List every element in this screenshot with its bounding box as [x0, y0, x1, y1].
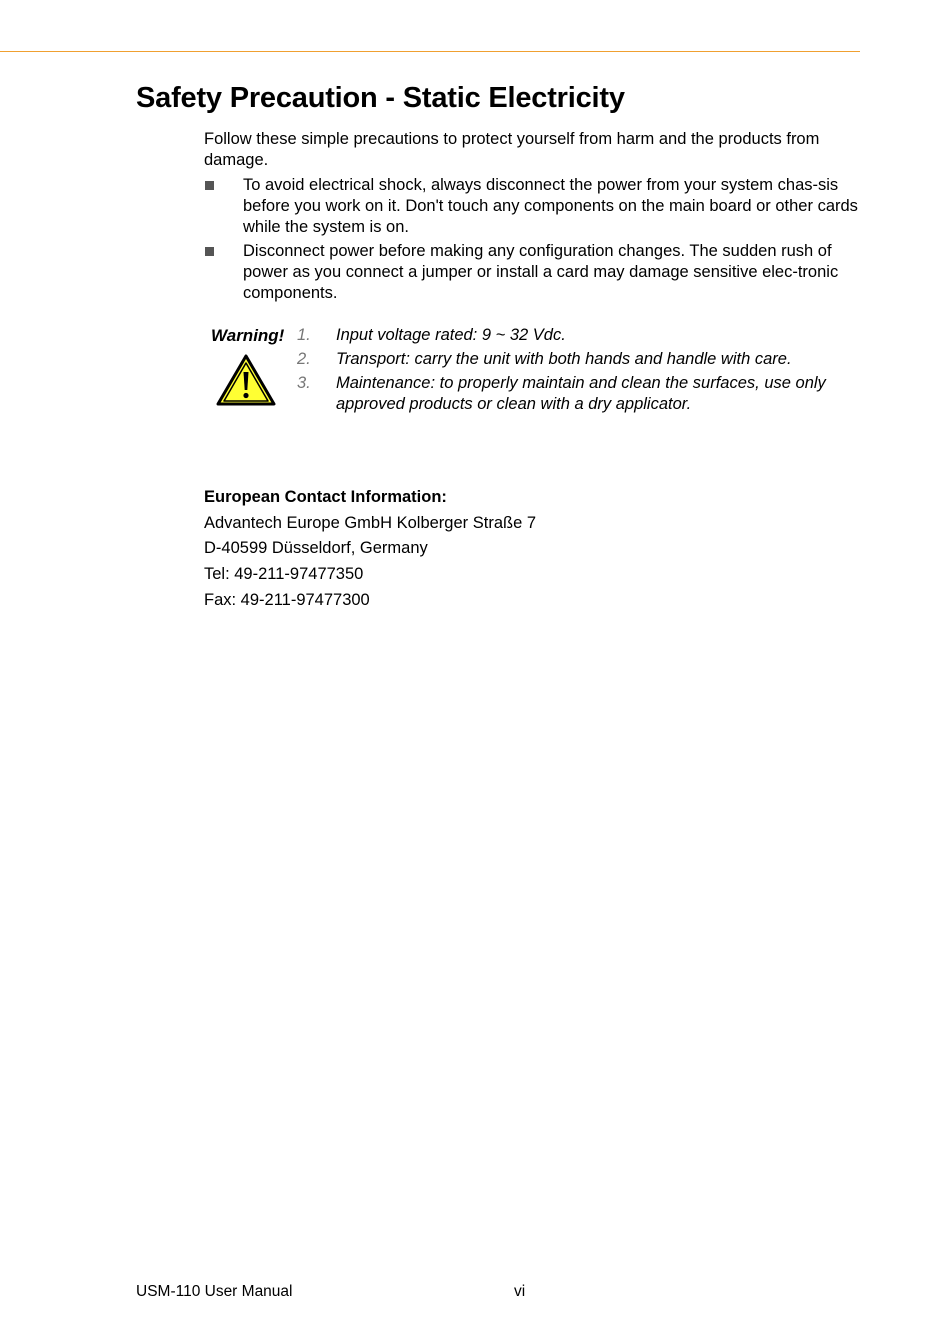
warning-item-text: Maintenance: to properly maintain and clean the surfaces, use only approved products or clean with a dry applicator.: [336, 374, 826, 413]
warning-triangle-icon: [216, 354, 276, 406]
intro-paragraph: Follow these simple precautions to protect yourself from harm and the products from damage.: [204, 130, 820, 169]
list-item: [204, 241, 864, 304]
precaution-text: To avoid electrical shock, always disconnect the power from your system chas-sis before you work on it. Don't touch any components on the main board or other cards while the system is on.: [243, 176, 858, 236]
warning-list: [297, 325, 867, 418]
page-title: Safety Precaution - Static Electricity: [136, 82, 625, 114]
header-rule: [0, 51, 860, 52]
warning-item-number: 3.: [297, 374, 311, 392]
list-item: [297, 349, 867, 370]
list-item: [204, 175, 864, 238]
warning-item-number: 2.: [297, 350, 311, 368]
square-bullet-icon: [205, 247, 214, 256]
warning-label: Warning!: [211, 326, 285, 345]
contact-address-line: Advantech Europe GmbH Kolberger Straße 7: [204, 513, 537, 532]
warning-item-number: 1.: [297, 326, 311, 344]
precaution-list: [204, 175, 864, 307]
warning-item-text: Input voltage rated: 9 ~ 32 Vdc.: [336, 326, 566, 344]
contact-fax: Fax: 49-211-97477300: [204, 590, 370, 609]
contact-city-line: D-40599 Düsseldorf, Germany: [204, 539, 428, 558]
contact-block: [204, 485, 536, 614]
precaution-text: Disconnect power before making any configuration changes. The sudden rush of power as you connect a jumper or install a card may damage sensitive elec-tronic components.: [243, 242, 839, 302]
list-item: [297, 325, 867, 346]
contact-phone: Tel: 49-211-97477350: [204, 565, 364, 584]
warning-item-text: Transport: carry the unit with both hands and handle with care.: [336, 350, 792, 368]
footer-page-number: vi: [514, 1283, 526, 1300]
contact-heading: European Contact Information:: [204, 488, 447, 506]
list-item: [297, 373, 867, 415]
square-bullet-icon: [205, 181, 214, 190]
footer-manual-title: USM-110 User Manual: [136, 1283, 293, 1300]
